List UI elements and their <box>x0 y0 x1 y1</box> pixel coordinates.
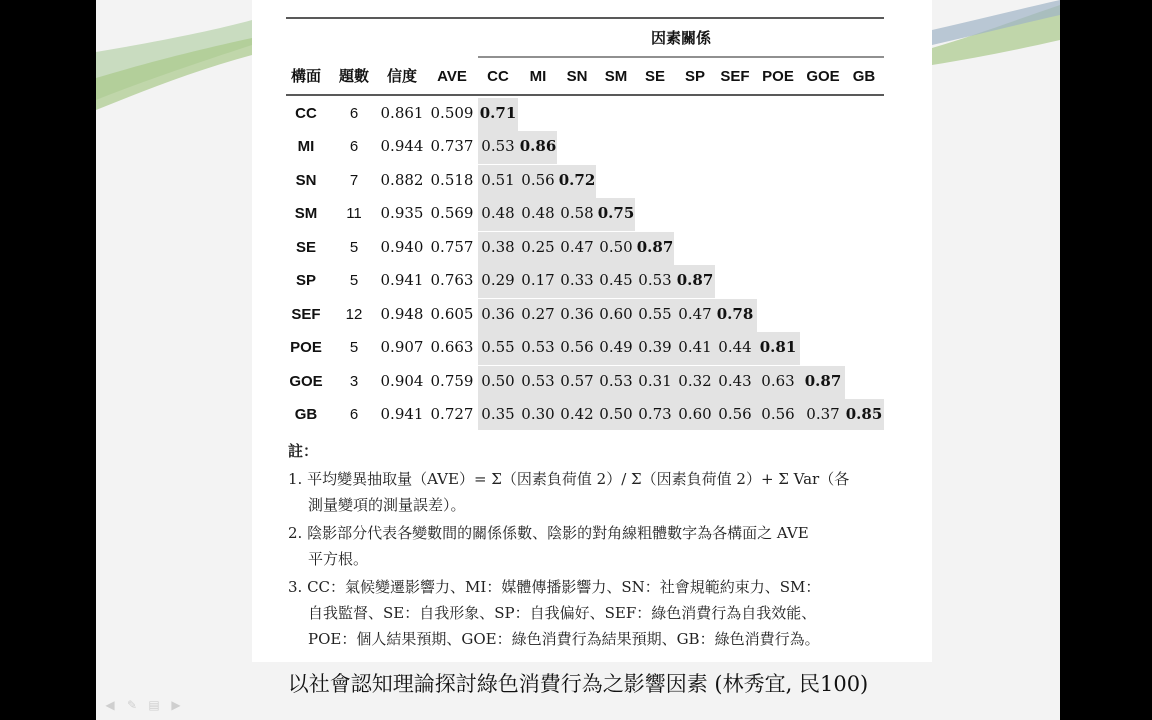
cell-se-2: 0.47 <box>560 238 594 256</box>
next-arrow-icon[interactable]: ▶ <box>171 698 181 712</box>
cell-mi-1: 0.86 <box>519 137 557 155</box>
cell-gb-6: 0.56 <box>718 405 752 423</box>
cell-gb-2: 0.42 <box>560 405 594 423</box>
cell-sp-0: 0.29 <box>481 271 515 289</box>
row-reliability-cc: 0.861 <box>380 104 424 122</box>
row-ave-mi: 0.737 <box>430 137 474 155</box>
row-ave-sp: 0.763 <box>430 271 474 289</box>
slide <box>96 0 1060 720</box>
group-header: 因素關係 <box>650 29 712 47</box>
row-ave-cc: 0.509 <box>430 104 474 122</box>
cell-goe-7: 0.63 <box>761 372 795 390</box>
row-items-cc: 6 <box>349 104 359 122</box>
col-header-3: AVE <box>437 67 467 85</box>
row-reliability-sef: 0.948 <box>380 305 424 323</box>
col-header-10: SEF <box>720 67 750 85</box>
cell-se-3: 0.50 <box>599 238 633 256</box>
row-items-sn: 7 <box>349 171 359 189</box>
cell-sn-0: 0.51 <box>481 171 515 189</box>
row-items-se: 5 <box>349 238 359 256</box>
table-image <box>252 0 932 662</box>
row-reliability-gb: 0.941 <box>380 405 424 423</box>
note-2-line-2: 平方根。 <box>308 550 369 568</box>
row-label-sn: SN <box>295 171 317 189</box>
col-header-4: CC <box>487 67 509 85</box>
row-ave-goe: 0.759 <box>430 372 474 390</box>
col-header-6: SN <box>566 67 588 85</box>
cell-goe-0: 0.50 <box>481 372 515 390</box>
cell-goe-4: 0.31 <box>638 372 672 390</box>
row-items-gb: 6 <box>349 405 359 423</box>
row-reliability-mi: 0.944 <box>380 137 424 155</box>
cell-se-4: 0.87 <box>636 238 674 256</box>
row-ave-sn: 0.518 <box>430 171 474 189</box>
row-items-sef: 12 <box>345 305 363 323</box>
row-label-mi: MI <box>297 137 315 155</box>
row-label-gb: GB <box>294 405 318 423</box>
col-header-1: 題數 <box>338 67 370 85</box>
cell-gb-9: 0.85 <box>845 405 883 423</box>
row-items-goe: 3 <box>349 372 359 390</box>
cell-sef-3: 0.60 <box>599 305 633 323</box>
col-header-9: SP <box>684 67 706 85</box>
col-header-13: GB <box>852 67 876 85</box>
cell-se-1: 0.25 <box>521 238 555 256</box>
col-header-11: POE <box>762 67 794 85</box>
row-items-sp: 5 <box>349 271 359 289</box>
row-items-poe: 5 <box>349 338 359 356</box>
row-label-se: SE <box>295 238 317 256</box>
cell-sef-2: 0.36 <box>560 305 594 323</box>
col-header-5: MI <box>529 67 547 85</box>
cell-goe-6: 0.43 <box>718 372 752 390</box>
cell-gb-7: 0.56 <box>761 405 795 423</box>
cell-poe-2: 0.56 <box>560 338 594 356</box>
cell-poe-0: 0.55 <box>481 338 515 356</box>
cell-gb-0: 0.35 <box>481 405 515 423</box>
cell-gb-4: 0.73 <box>638 405 672 423</box>
cell-sp-2: 0.33 <box>560 271 594 289</box>
row-label-goe: GOE <box>289 372 323 390</box>
row-ave-sef: 0.605 <box>430 305 474 323</box>
cell-goe-2: 0.57 <box>560 372 594 390</box>
cell-sef-5: 0.47 <box>678 305 712 323</box>
cell-sn-1: 0.56 <box>521 171 555 189</box>
row-ave-gb: 0.727 <box>430 405 474 423</box>
row-label-sp: SP <box>295 271 317 289</box>
row-items-sm: 11 <box>346 204 362 222</box>
cell-sp-4: 0.53 <box>638 271 672 289</box>
cell-cc-0: 0.71 <box>479 104 517 122</box>
cell-sp-3: 0.45 <box>599 271 633 289</box>
row-label-sef: SEF <box>291 305 321 323</box>
cell-sn-2: 0.72 <box>558 171 596 189</box>
row-ave-poe: 0.663 <box>430 338 474 356</box>
cell-gb-3: 0.50 <box>599 405 633 423</box>
row-reliability-sn: 0.882 <box>380 171 424 189</box>
cell-poe-3: 0.49 <box>599 338 633 356</box>
cell-sef-4: 0.55 <box>638 305 672 323</box>
col-header-12: GOE <box>806 67 840 85</box>
note-3-line-1: 3. CC：氣候變遷影響力、MI：媒體傳播影響力、SN：社會規範約束力、SM： <box>288 578 821 596</box>
cell-gb-8: 0.37 <box>806 405 840 423</box>
previous-arrow-icon[interactable]: ◀ <box>105 698 115 712</box>
cell-sm-2: 0.58 <box>560 204 594 222</box>
cell-sef-1: 0.27 <box>521 305 555 323</box>
row-label-poe: POE <box>290 338 322 356</box>
row-items-mi: 6 <box>349 137 359 155</box>
row-reliability-se: 0.940 <box>380 238 424 256</box>
cell-sp-5: 0.87 <box>676 271 714 289</box>
cell-gb-1: 0.30 <box>521 405 555 423</box>
cell-sp-1: 0.17 <box>521 271 555 289</box>
col-header-8: SE <box>644 67 666 85</box>
row-reliability-poe: 0.907 <box>380 338 424 356</box>
cell-sef-6: 0.78 <box>716 305 754 323</box>
col-header-0: 構面 <box>290 67 322 85</box>
notes-heading: 註： <box>288 442 319 460</box>
cell-gb-5: 0.60 <box>678 405 712 423</box>
cell-goe-1: 0.53 <box>521 372 555 390</box>
col-header-2: 信度 <box>386 67 418 85</box>
cell-poe-6: 0.44 <box>718 338 752 356</box>
cell-sm-0: 0.48 <box>481 204 515 222</box>
note-2-line-1: 2. 陰影部分代表各變數間的關係係數、陰影的對角線粗體數字為各構面之 AVE <box>288 524 809 542</box>
note-3-line-2: 自我監督、SE：自我形象、SP：自我偏好、SEF：綠色消費行為自我效能、 <box>308 604 817 622</box>
cell-poe-1: 0.53 <box>521 338 555 356</box>
cell-sm-3: 0.75 <box>597 204 635 222</box>
row-reliability-sm: 0.935 <box>380 204 424 222</box>
note-1-line-1: 1. 平均變異抽取量（AVE）= Σ（因素負荷值 2）/ Σ（因素負荷值 2）+ Σ Var（各 <box>288 470 850 488</box>
row-label-sm: SM <box>294 204 318 222</box>
pen-icon[interactable]: ✎ <box>126 698 138 712</box>
cell-goe-3: 0.53 <box>599 372 633 390</box>
row-reliability-sp: 0.941 <box>380 271 424 289</box>
slide-caption: 以社會認知理論探討綠色消費行為之影響因素 (林秀宜, 民100) <box>287 672 869 696</box>
cell-poe-4: 0.39 <box>638 338 672 356</box>
slideshow-toolbar <box>102 698 184 712</box>
cell-goe-5: 0.32 <box>678 372 712 390</box>
cell-mi-0: 0.53 <box>481 137 515 155</box>
cell-sef-0: 0.36 <box>481 305 515 323</box>
row-ave-se: 0.757 <box>430 238 474 256</box>
cell-goe-8: 0.87 <box>804 372 842 390</box>
row-reliability-goe: 0.904 <box>380 372 424 390</box>
cell-poe-7: 0.81 <box>759 338 797 356</box>
cell-sm-1: 0.48 <box>521 204 555 222</box>
cell-se-0: 0.38 <box>481 238 515 256</box>
row-ave-sm: 0.569 <box>430 204 474 222</box>
menu-icon[interactable]: ▤ <box>148 698 160 712</box>
row-label-cc: CC <box>295 104 317 122</box>
cell-poe-5: 0.41 <box>678 338 712 356</box>
note-3-line-3: POE：個人結果預期、GOE：綠色消費行為結果預期、GB：綠色消費行為。 <box>308 630 820 648</box>
note-1-line-2: 測量變項的測量誤差）。 <box>308 496 466 514</box>
col-header-7: SM <box>604 67 628 85</box>
correlation-table <box>252 0 932 430</box>
